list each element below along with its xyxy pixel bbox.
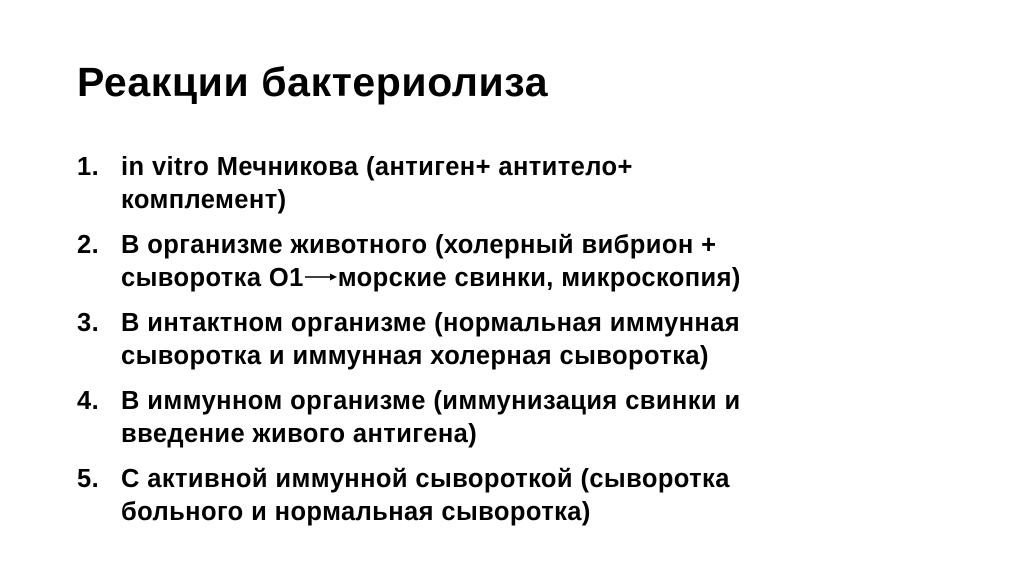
list-item-text-line: В иммунном организме (иммунизация свинки и: [121, 387, 741, 415]
list-item-number: 1.: [77, 153, 100, 181]
list-item-text-line: больного и нормальная сыворотка): [121, 498, 591, 526]
list-item-text-line: введение живого антигена): [121, 420, 478, 448]
right-arrow-icon: [304, 262, 338, 295]
list-item-text-line: С активной иммунной сывороткой (сыворотка: [121, 465, 730, 493]
list-item: [77, 151, 977, 217]
list-item: [77, 307, 977, 373]
list-item-text-line: комплемент): [121, 186, 287, 214]
list-item-text-line: В интактном организме (нормальная иммунная: [121, 309, 741, 337]
list-item-number: 3.: [77, 309, 100, 337]
numbered-list: [77, 151, 977, 541]
list-item-text-line: сыворотка и иммунная холерная сыворотка): [121, 342, 709, 370]
list-item: [77, 385, 977, 451]
list-item: [77, 229, 977, 295]
slide-title: Реакции бактериолиза: [77, 59, 549, 105]
list-item-text-line: in vitro Мечникова (антиген+ антитело+: [121, 153, 633, 181]
list-item-text-fragment: сыворотка О1: [121, 264, 304, 292]
list-item-text-line: В организме животного (холерный вибрион +: [121, 231, 717, 259]
list-item: [77, 463, 977, 529]
list-item-number: 4.: [77, 387, 100, 415]
list-item-number: 5.: [77, 465, 100, 493]
list-item-text-line-with-arrow: [121, 262, 977, 295]
list-item-text-fragment: морские свинки, микроскопия): [337, 264, 741, 292]
list-item-number: 2.: [77, 231, 100, 259]
